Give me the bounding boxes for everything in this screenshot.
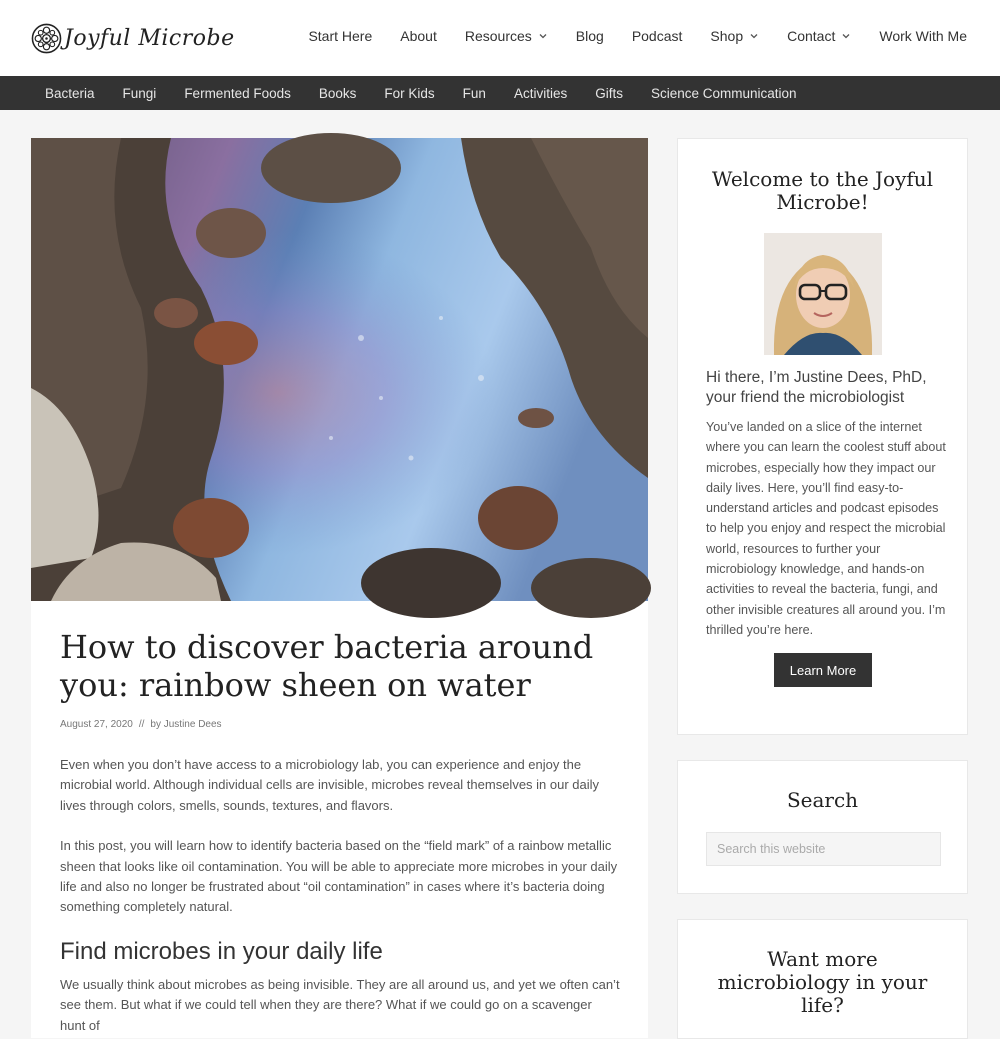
paragraph: We usually think about microbes as being invisible. They are all around us, and yet we often can’t see them. But what if we could tell when they are there? What if we could go on a scavenger hunt of: [60, 976, 620, 1033]
nav-contact[interactable]: [787, 28, 851, 44]
welcome-title: Welcome to the Joyful Microbe!: [711, 167, 934, 214]
nav-label: About: [400, 28, 437, 44]
search-title: Search: [786, 788, 859, 812]
subnav-fungi[interactable]: Fungi: [122, 85, 157, 101]
logo-text: Joyful Microbe: [64, 25, 235, 51]
nav-label: Work With Me: [879, 28, 967, 44]
chevron-down-icon: [749, 31, 759, 41]
nav-label: Podcast: [631, 28, 683, 44]
nav-label: Blog: [575, 28, 604, 44]
nav-blog[interactable]: [576, 28, 604, 44]
subnav-books[interactable]: Books: [318, 85, 357, 101]
entry-title: How to discover bacteria around you: rainbow sheen on water: [60, 628, 594, 704]
nav-podcast[interactable]: [632, 28, 683, 44]
site-logo[interactable]: [31, 21, 235, 55]
entry-meta: [60, 719, 620, 730]
nav-label: Start Here: [308, 28, 373, 44]
section-heading: Find microbes in your daily life: [60, 937, 383, 965]
nav-resources[interactable]: [465, 28, 548, 44]
paragraph: Even when you don’t have access to a microbiology lab, you can experience and enjoy the microbial world. Although individual cells are invisible, microbes reveal themselves in our daily lives through colors, smells, sounds, textures, and flavors.: [60, 757, 600, 813]
secondary-nav: [0, 76, 1000, 110]
chevron-down-icon: [538, 31, 548, 41]
meta-separator: //: [138, 719, 145, 730]
subnav-activities[interactable]: Activities: [513, 85, 568, 101]
featured-image: [31, 138, 648, 601]
site-header: [0, 0, 1000, 76]
nav-about[interactable]: [400, 28, 437, 44]
subnav-bacteria[interactable]: Bacteria: [45, 85, 95, 101]
nav-shop[interactable]: [710, 28, 759, 44]
nav-start-here[interactable]: [308, 28, 372, 44]
subnav-for-kids[interactable]: For Kids: [384, 85, 435, 101]
learn-more-button[interactable]: Learn More: [774, 653, 872, 687]
byline-prefix: by: [150, 719, 161, 730]
chevron-down-icon: [841, 31, 851, 41]
nav-label: Resources: [464, 28, 532, 44]
article: [31, 138, 648, 1038]
welcome-widget: [677, 138, 968, 735]
article-body: [60, 628, 620, 1036]
nav-label: Shop: [710, 28, 744, 44]
avatar: [764, 233, 882, 355]
paragraph: In this post, you will learn how to identify bacteria based on the “field mark” of a rainbow metallic sheen that looks like oil contamination. You will be able to appreciate more microbes in your daily life and also no longer be frustrated about “oil contamination” in cases where it’s bacteria doing something completely natural.: [60, 838, 618, 915]
rainbow-sheen-photo: [31, 138, 648, 601]
subnav-science-communication[interactable]: Science Communication: [650, 85, 797, 101]
primary-nav: [308, 28, 967, 44]
author-portrait: [764, 233, 882, 355]
search-widget: [677, 760, 968, 894]
welcome-intro: Hi there, I’m Justine Dees, PhD, your friend the microbiologist: [706, 369, 927, 406]
subnav-fun[interactable]: Fun: [462, 85, 486, 101]
subnav-gifts[interactable]: Gifts: [595, 85, 623, 101]
newsletter-widget: [677, 919, 968, 1039]
search-input[interactable]: [706, 832, 941, 866]
nav-work-with-me[interactable]: [879, 28, 967, 44]
newsletter-title: Want more microbiology in your life?: [717, 947, 928, 1017]
logo-mandala-icon: [31, 23, 62, 54]
nav-label: Contact: [787, 28, 836, 44]
welcome-body: You’ve landed on a slice of the internet where you can learn the coolest stuff about microbes, especially how they impact our daily lives. Here, you’ll find easy-to-understand articles and podcast episodes to help you enjoy and respect the microbial world, resources to further your microbiology knowledge, and hands-on activities to reveal the bacteria, fungi, and other invisible creatures all around you. I’m thrilled you’re here.: [706, 420, 946, 637]
author-link[interactable]: Justine Dees: [163, 719, 222, 730]
post-date: August 27, 2020: [60, 719, 133, 730]
subnav-fermented-foods[interactable]: Fermented Foods: [184, 85, 291, 101]
